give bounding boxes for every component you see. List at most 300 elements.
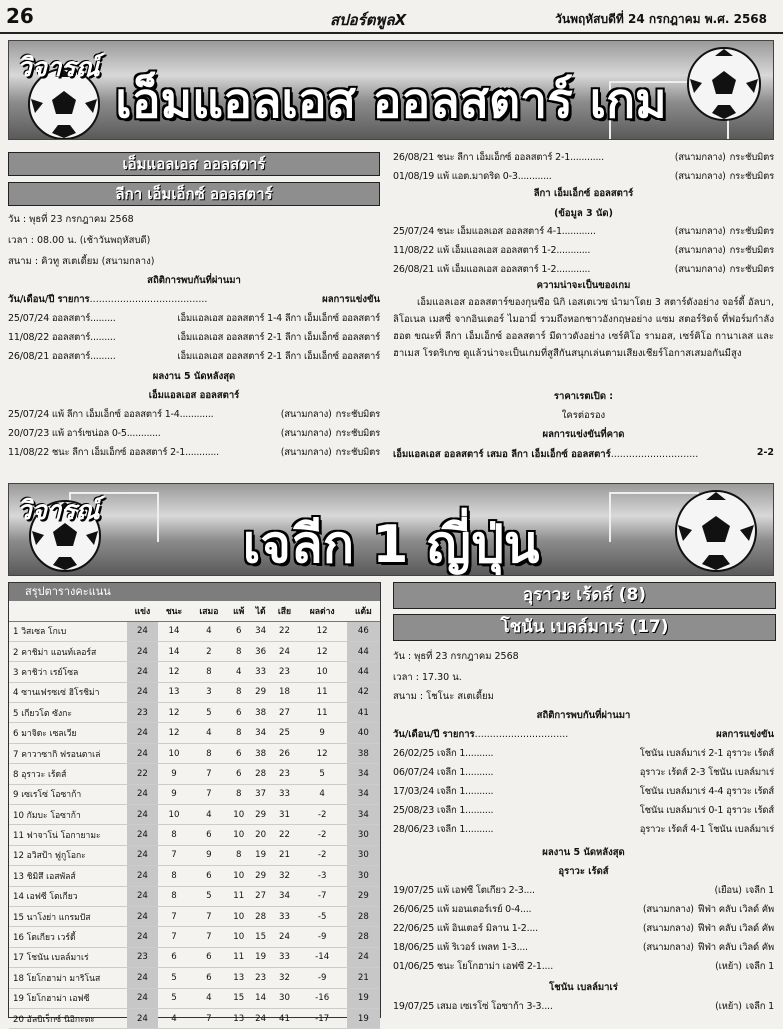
team-name: 14 เอฟซี โตเกียว — [9, 886, 127, 906]
stat-cell: 34 — [347, 784, 380, 804]
match-venue: (สนามกลาง) — [280, 409, 332, 420]
stat-cell: 13 — [228, 1008, 250, 1028]
banner-kicker: วิจารณ์ — [17, 496, 100, 526]
team-name: 13 ชิมิสึ เอสพัลส์ — [9, 866, 127, 886]
stat-cell: 26 — [271, 743, 297, 763]
table-row — [9, 845, 380, 865]
stat-cell: 12 — [158, 723, 190, 743]
stat-cell: 8 — [158, 886, 190, 906]
team-name: 7 คาวาซากิ ฟรอนตาเล่ — [9, 743, 127, 763]
stat-cell: 24 — [127, 866, 158, 886]
match-opponent: ชนะ โยโกฮาม่า เอฟซี — [436, 961, 524, 972]
stat-cell: 10 — [298, 662, 347, 682]
table-row — [9, 662, 380, 682]
match-date: 11/08/22 — [8, 447, 50, 458]
h2h-row: 28/06/23 เจลีก 1.......... อุราวะ เร้ดส์ 4-1 โชนัน เบลล์มาเร่ — [393, 824, 774, 835]
stat-cell: 6 — [228, 621, 250, 641]
team-name: 4 ซานเฟรซเซ่ ฮิโรชิม่า — [9, 682, 127, 702]
h2h-row: 17/03/24 เจลีก 1.......... โชนัน เบลล์มาเร่ 4-4 อุราวะ เร้ดส์ — [393, 786, 774, 797]
table-row — [9, 621, 380, 641]
table-row — [9, 825, 380, 845]
stat-cell: 9 — [158, 764, 190, 784]
stat-cell: 15 — [228, 988, 250, 1008]
match-date: 17/03/24 — [393, 786, 435, 797]
stat-cell: 6 — [190, 866, 228, 886]
competition: กระชับมิตร — [335, 428, 380, 439]
stat-cell: -14 — [298, 947, 347, 967]
stat-cell: 41 — [271, 1008, 297, 1028]
stat-cell: 6 — [190, 947, 228, 967]
team-name: 10 กัมบะ โอซาก้า — [9, 805, 127, 825]
stat-cell: -9 — [298, 968, 347, 988]
stat-cell: 24 — [127, 906, 158, 926]
page-header — [0, 0, 783, 34]
stat-cell: 28 — [347, 927, 380, 947]
stat-cell: 13 — [228, 968, 250, 988]
form-team2-name: โชนัน เบลล์มาเร่ — [549, 982, 618, 993]
match-date: 06/07/24 — [393, 767, 435, 778]
match-date: 25/07/24 — [8, 409, 50, 420]
stat-cell: 7 — [190, 764, 228, 784]
stat-cell: 24 — [127, 805, 158, 825]
team-name: 6 มาจิดะ เซลเวีย — [9, 723, 127, 743]
stat-cell: 24 — [127, 743, 158, 763]
stat-cell: 33 — [271, 784, 297, 804]
stat-cell: 8 — [228, 784, 250, 804]
table-row — [9, 886, 380, 906]
stat-cell: 8 — [228, 723, 250, 743]
stat-cell: 29 — [347, 886, 380, 906]
table-row — [9, 947, 380, 967]
form-row: 01/06/25 ชนะ โยโกฮาม่า เอฟซี 2-1.... เจลีก 1 (เหย้า) — [393, 961, 774, 972]
form-row: 01/08/19 แพ้ แอต.มาดริด 0-3............ กระชับมิตร (สนามกลาง) — [393, 171, 774, 182]
stat-cell: 24 — [271, 641, 297, 661]
stat-cell: 8 — [228, 641, 250, 661]
competition: ฟีฟ่า คลับ เวิลด์ คัพ — [697, 904, 774, 915]
stat-cell: -9 — [298, 927, 347, 947]
stat-cell: 33 — [271, 906, 297, 926]
stat-cell: 24 — [127, 886, 158, 906]
team-name: 9 เซเรโซ่ โอซาก้า — [9, 784, 127, 804]
stat-cell: 14 — [250, 988, 272, 1008]
match-date: 26/08/21 — [8, 351, 50, 362]
stat-cell: 24 — [271, 927, 297, 947]
stat-cell: 14 — [158, 641, 190, 661]
stat-cell: 4 — [190, 723, 228, 743]
stat-cell: 7 — [190, 1008, 228, 1028]
h2h-row: 26/08/21 ออลสตาร์......... เอ็มแอลเอส ออลสตาร์ 2-1 ลีกา เอ็มเอ็กซ์ ออลสตาร์ — [8, 351, 380, 362]
stat-cell: 12 — [158, 703, 190, 723]
competition: ฟีฟ่า คลับ เวิลด์ คัพ — [697, 923, 774, 934]
match-opponent: แพ้ อินเตอร์ มิลาน — [436, 923, 509, 934]
stat-cell: 34 — [347, 805, 380, 825]
stat-cell: 21 — [271, 845, 297, 865]
stat-cell: 6 — [228, 703, 250, 723]
stat-cell: 9 — [190, 845, 228, 865]
team-name: 15 นาโงย่า แกรมปัส — [9, 906, 127, 926]
form-row: 26/08/21 แพ้ เอ็มแอลเอส ออลสตาร์ 1-2............ กระชับมิตร (สนามกลาง) — [393, 264, 774, 275]
stat-cell: 10 — [228, 825, 250, 845]
stat-cell: 22 — [127, 764, 158, 784]
h2h-row: 06/07/24 เจลีก 1.......... อุราวะ เร้ดส์ 2-3 โชนัน เบลล์มาเร่ — [393, 767, 774, 778]
stat-cell: 31 — [271, 805, 297, 825]
match-score: 2-3 — [508, 885, 524, 896]
team-name: 12 อวิสป้า ฟูกูโอกะ — [9, 845, 127, 865]
team-name: 5 เกียวโต ซังกะ — [9, 703, 127, 723]
stat-cell: 4 — [298, 784, 347, 804]
stat-cell: 6 — [228, 764, 250, 784]
stat-cell: 36 — [250, 641, 272, 661]
stat-cell: 10 — [158, 743, 190, 763]
jleague-banner — [8, 483, 774, 576]
stat-cell: 7 — [190, 906, 228, 926]
stat-cell: 34 — [250, 621, 272, 641]
match-opponent: ชนะ ลีกา เอ็มเอ็กซ์ ออลสตาร์ — [436, 152, 553, 163]
competition: ออลสตาร์ — [51, 332, 91, 343]
match-result: เอ็มแอลเอส ออลสตาร์ 2-1 ลีกา เอ็มเอ็กซ์ ออลสตาร์ — [177, 351, 380, 362]
match-date: 11/08/22 — [393, 245, 435, 256]
stat-cell: 33 — [271, 947, 297, 967]
stat-cell: 30 — [271, 988, 297, 1008]
table-row — [9, 927, 380, 947]
table-row — [9, 1008, 380, 1028]
table-row — [9, 866, 380, 886]
team-name: 18 โยโกฮาม่า มาริโนส — [9, 968, 127, 988]
stat-cell: 40 — [347, 723, 380, 743]
stat-cell: 13 — [158, 682, 190, 702]
table-row — [9, 641, 380, 661]
stat-cell: 30 — [347, 845, 380, 865]
stat-cell: 24 — [127, 621, 158, 641]
match-result: โชนัน เบลล์มาเร่ 2-1 อุราวะ เร้ดส์ — [639, 748, 774, 759]
stat-cell: 11 — [298, 703, 347, 723]
stat-cell: 25 — [271, 723, 297, 743]
match-time: เวลา : 08.00 น. (เช้าวันพฤหัสบดี) — [8, 235, 151, 246]
competition: เจลีก 1 — [745, 961, 774, 972]
team-name: 16 โตเกียว เวร์ดี้ — [9, 927, 127, 947]
stat-cell: 28 — [250, 764, 272, 784]
match-opponent: แพ้ มอนเตอร์เรย์ — [436, 904, 503, 915]
stat-cell: 8 — [190, 662, 228, 682]
stat-cell: 23 — [250, 968, 272, 988]
match-result: เอ็มแอลเอส ออลสตาร์ 2-1 ลีกา เอ็มเอ็กซ์ ออลสตาร์ — [177, 332, 380, 343]
competition: กระชับมิตร — [729, 264, 774, 275]
stat-cell: 11 — [298, 682, 347, 702]
competition: กระชับมิตร — [729, 245, 774, 256]
stat-cell: 22 — [271, 621, 297, 641]
stat-cell: 6 — [158, 947, 190, 967]
stat-cell: 5 — [158, 988, 190, 1008]
mls-team2-strip: ลีกา เอ็มเอ็กซ์ ออลสตาร์ — [8, 182, 380, 206]
stat-cell: 28 — [347, 906, 380, 926]
stat-cell: 46 — [347, 621, 380, 641]
competition: เจลีก 1 — [436, 805, 466, 816]
banner-kicker: วิจารณ์ — [17, 53, 100, 83]
team-name: 19 โยโกฮาม่า เอฟซี — [9, 988, 127, 1008]
match-score: 1-2 — [511, 923, 527, 934]
match-opponent: แพ้ เอ็มแอลเอส ออลสตาร์ — [436, 245, 539, 256]
team-name: 1 วิสเซล โกเบ — [9, 621, 127, 641]
stat-cell: 29 — [250, 805, 272, 825]
form-team1-name: เอ็มแอลเอส ออลสตาร์ — [148, 390, 240, 401]
form-row: 25/07/24 ชนะ เอ็มแอลเอส ออลสตาร์ 4-1............ กระชับมิตร (สนามกลาง) — [393, 226, 774, 237]
stat-cell: 44 — [347, 641, 380, 661]
stat-cell: 5 — [190, 703, 228, 723]
match-result: เอ็มแอลเอส ออลสตาร์ 1-4 ลีกา เอ็มเอ็กซ์ ออลสตาร์ — [177, 313, 380, 324]
match-date: 01/08/19 — [393, 171, 435, 182]
stat-cell: 20 — [250, 825, 272, 845]
match-score: 4-1 — [546, 226, 562, 237]
match-opponent: แพ้ ลีกา เอ็มเอ็กซ์ ออลสตาร์ — [51, 409, 162, 420]
competition: เจลีก 1 — [436, 786, 466, 797]
stat-cell: 24 — [127, 845, 158, 865]
away-team-strip: โชนัน เบลล์มาเร่ (17) — [393, 614, 776, 641]
stat-cell: 24 — [127, 641, 158, 661]
match-date: 25/07/24 — [393, 226, 435, 237]
match-date: 18/06/25 — [393, 942, 435, 953]
match-date: 26/08/21 — [393, 264, 435, 275]
match-opponent: แพ้ เอ็มแอลเอส ออลสตาร์ — [436, 264, 539, 275]
table-row — [9, 805, 380, 825]
stat-cell: -2 — [298, 805, 347, 825]
match-score: 2-1 — [555, 152, 571, 163]
stat-cell: 24 — [347, 947, 380, 967]
stat-cell: 24 — [250, 1008, 272, 1028]
team-name: 2 คาชิม่า แอนท์เลอร์ส — [9, 641, 127, 661]
match-venue: สนาม : โชโนะ สเตเดี้ยม — [393, 691, 494, 702]
stat-cell: -17 — [298, 1008, 347, 1028]
h2h-header: วัน/เดือน/ปี รายการ............................... ผลการแข่งขัน — [393, 729, 774, 740]
form-title: ผลงาน 5 นัดหลังสุด — [542, 847, 625, 858]
stat-cell: 38 — [250, 743, 272, 763]
competition: เจลีก 1 — [436, 824, 466, 835]
form-team2-name: ลีกา เอ็มเอ็กซ์ ออลสตาร์ — [533, 188, 634, 199]
match-date: 26/02/25 — [393, 748, 435, 759]
match-opponent: ชนะ ลีกา เอ็มเอ็กซ์ ออลสตาร์ — [51, 447, 168, 458]
stat-cell: 44 — [347, 662, 380, 682]
stat-cell: 4 — [190, 988, 228, 1008]
stat-cell: 37 — [250, 784, 272, 804]
match-score: 0-4 — [505, 904, 521, 915]
match-venue: (สนามกลาง) — [674, 245, 726, 256]
stat-cell: 19 — [347, 1008, 380, 1028]
column-header: ผลต่าง — [298, 601, 347, 621]
match-venue: (สนามกลาง) — [642, 942, 694, 953]
match-date: 26/08/21 — [393, 152, 435, 163]
match-result: โชนัน เบลล์มาเร่ 0-1 อุราวะ เร้ดส์ — [639, 805, 774, 816]
form-row: 26/08/21 ชนะ ลีกา เอ็มเอ็กซ์ ออลสตาร์ 2-1............ กระชับมิตร (สนามกลาง) — [393, 152, 774, 163]
stat-cell: 24 — [127, 927, 158, 947]
form-row: 25/07/24 แพ้ ลีกา เอ็มเอ็กซ์ ออลสตาร์ 1-4............ กระชับมิตร (สนามกลาง) — [8, 409, 380, 420]
competition: เจลีก 1 — [745, 1001, 774, 1012]
form-title: ผลงาน 5 นัดหลังสุด — [152, 371, 236, 382]
stat-cell: 10 — [228, 927, 250, 947]
stat-cell: 24 — [127, 968, 158, 988]
stat-cell: 2 — [190, 641, 228, 661]
stat-cell: 34 — [347, 764, 380, 784]
stat-cell: 12 — [298, 641, 347, 661]
stat-cell: 18 — [271, 682, 297, 702]
stat-cell: 30 — [347, 825, 380, 845]
match-result: อุราวะ เร้ดส์ 2-3 โชนัน เบลล์มาเร่ — [639, 767, 774, 778]
match-date: 19/07/25 — [393, 885, 435, 896]
stat-cell: 19 — [250, 845, 272, 865]
competition: กระชับมิตร — [729, 152, 774, 163]
page-number: 26 — [6, 4, 34, 28]
form-row: 19/07/25 เสมอ เซเรโซ่ โอซาก้า 3-3.... เจลีก 1 (เหย้า) — [393, 1001, 774, 1012]
stat-cell: 32 — [271, 866, 297, 886]
stat-cell: 24 — [127, 723, 158, 743]
stat-cell: 8 — [190, 743, 228, 763]
stat-cell: 29 — [250, 682, 272, 702]
stat-cell: 7 — [190, 927, 228, 947]
form-row: 19/07/25 แพ้ เอฟซี โตเกียว 2-3.... เจลีก 1 (เยือน) — [393, 885, 774, 896]
match-date: 19/07/25 — [393, 1001, 435, 1012]
table-row — [9, 906, 380, 926]
column-header: แพ้ — [228, 601, 250, 621]
team-name: 11 ฟาจาโน่ โอกายามะ — [9, 825, 127, 845]
team-name: 17 โชนัน เบลล์มาเร่ — [9, 947, 127, 967]
stat-cell: 24 — [127, 825, 158, 845]
match-date: 22/06/25 — [393, 923, 435, 934]
team-name: 3 คาชิว่า เรย์โซล — [9, 662, 127, 682]
match-score: 0-3 — [502, 171, 518, 182]
competition: กระชับมิตร — [729, 226, 774, 237]
price-value: ใครต่อรอง — [561, 410, 606, 421]
stat-cell: 24 — [127, 662, 158, 682]
stat-cell: 6 — [190, 968, 228, 988]
stat-cell: 27 — [271, 703, 297, 723]
stat-cell: 33 — [250, 662, 272, 682]
stat-cell: 32 — [271, 968, 297, 988]
h2h-row: 26/02/25 เจลีก 1.......... โชนัน เบลล์มาเร่ 2-1 อุราวะ เร้ดส์ — [393, 748, 774, 759]
stat-cell: -3 — [298, 866, 347, 886]
table-row — [9, 988, 380, 1008]
table-row — [9, 703, 380, 723]
column-header: เสมอ — [190, 601, 228, 621]
stat-cell: 8 — [158, 825, 190, 845]
stat-cell: 10 — [158, 805, 190, 825]
stat-cell: 34 — [271, 886, 297, 906]
stat-cell: 30 — [347, 866, 380, 886]
match-venue: (สนามกลาง) — [642, 904, 694, 915]
stat-cell: 5 — [158, 968, 190, 988]
column-header: แต้ม — [347, 601, 380, 621]
match-venue: (สนามกลาง) — [642, 923, 694, 934]
match-result: อุราวะ เร้ดส์ 4-1 โชนัน เบลล์มาเร่ — [639, 824, 774, 835]
form-row: 11/08/22 แพ้ เอ็มแอลเอส ออลสตาร์ 1-2............ กระชับมิตร (สนามกลาง) — [393, 245, 774, 256]
standings-table — [8, 582, 381, 1025]
table-row — [9, 968, 380, 988]
stat-cell: 19 — [250, 947, 272, 967]
match-date: 25/07/24 — [8, 313, 50, 324]
stat-cell: 9 — [298, 723, 347, 743]
stat-cell: 14 — [158, 621, 190, 641]
form-team2-note: (ข้อมูล 3 นัด) — [554, 208, 613, 219]
competition: เจลีก 1 — [436, 748, 466, 759]
stat-cell: 38 — [250, 703, 272, 723]
match-opponent: แพ้ อาร์เซน่อล — [51, 428, 109, 439]
stat-cell: 4 — [228, 662, 250, 682]
h2h-row: 25/07/24 ออลสตาร์......... เอ็มแอลเอส ออลสตาร์ 1-4 ลีกา เอ็มเอ็กซ์ ออลสตาร์ — [8, 313, 380, 324]
stat-cell: 34 — [250, 723, 272, 743]
match-date: 28/06/23 — [393, 824, 435, 835]
stat-cell: 5 — [298, 764, 347, 784]
match-score: 3-3 — [526, 1001, 542, 1012]
banner-title: เจลีก 1 ญี่ปุ่น — [242, 515, 540, 575]
match-opponent: เสมอ เซเรโซ่ โอซาก้า — [436, 1001, 524, 1012]
match-date: 20/07/23 — [8, 428, 50, 439]
home-team-strip: อุราวะ เร้ดส์ (8) — [393, 582, 776, 609]
mls-banner — [8, 40, 774, 140]
predict-line: เอ็มแอลเอส ออลสตาร์ เสมอ ลีกา เอ็มเอ็กซ์ ออลสตาร์............................. 2-2 — [393, 447, 774, 460]
form-row: 18/06/25 แพ้ ริเวอร์ เพลท 1-3.... ฟีฟ่า คลับ เวิลด์ คัพ (สนามกลาง) — [393, 942, 774, 953]
match-opponent: แพ้ ริเวอร์ เพลท — [436, 942, 499, 953]
stat-cell: 12 — [298, 621, 347, 641]
match-venue: สนาม : คิวทู สเตเดี้ยม (สนามกลาง) — [8, 256, 155, 267]
match-score: 1-4 — [164, 409, 180, 420]
stat-cell: 42 — [347, 682, 380, 702]
stat-cell: 11 — [228, 947, 250, 967]
stat-cell: 22 — [271, 825, 297, 845]
form-row: 11/08/22 ชนะ ลีกา เอ็มเอ็กซ์ ออลสตาร์ 2-1............ กระชับมิตร (สนามกลาง) — [8, 447, 380, 458]
stat-cell: 7 — [158, 906, 190, 926]
match-time: เวลา : 17.30 น. — [393, 672, 462, 683]
table-row — [9, 764, 380, 784]
predict-title: ผลการแข่งขันที่คาด — [542, 429, 625, 440]
mls-team1-strip: เอ็มแอลเอส ออลสตาร์ — [8, 152, 380, 176]
match-opponent: ชนะ เอ็มแอลเอส ออลสตาร์ — [436, 226, 545, 237]
match-score: 1-2 — [541, 264, 557, 275]
match-day: วัน : พุธที่ 23 กรกฎาคม 2568 — [8, 214, 134, 225]
match-venue: (สนามกลาง) — [280, 428, 332, 439]
column-header: ได้ — [250, 601, 272, 621]
competition: กระชับมิตร — [729, 171, 774, 182]
match-score: 1-3 — [501, 942, 517, 953]
competition: เจลีก 1 — [745, 885, 774, 896]
preview-title: ความน่าจะเป็นของเกม — [536, 280, 631, 291]
competition: ฟีฟ่า คลับ เวิลด์ คัพ — [697, 942, 774, 953]
table-row — [9, 682, 380, 702]
match-venue: (สนามกลาง) — [674, 226, 726, 237]
form-team1-name: อุราวะ เร้ดส์ — [558, 866, 609, 877]
match-date: 01/06/25 — [393, 961, 435, 972]
stat-cell: 4 — [158, 1008, 190, 1028]
stat-cell: 15 — [250, 927, 272, 947]
stat-cell: -2 — [298, 825, 347, 845]
match-date: 25/08/23 — [393, 805, 435, 816]
stat-cell: 24 — [127, 988, 158, 1008]
match-score: 2-1 — [170, 447, 186, 458]
match-venue: (สนามกลาง) — [674, 264, 726, 275]
stat-cell: 10 — [228, 805, 250, 825]
match-venue: (สนามกลาง) — [674, 171, 726, 182]
price-title: ราคาเรตเปิด : — [553, 391, 614, 402]
stat-cell: 7 — [190, 784, 228, 804]
standings-caption: สรุปตารางคะแนน — [9, 583, 380, 601]
match-score: 2-1 — [526, 961, 542, 972]
competition: ออลสตาร์ — [51, 313, 91, 324]
stat-cell: 12 — [158, 662, 190, 682]
brand-logo: สปอร์ตพูลX — [330, 11, 407, 29]
stat-cell: 27 — [250, 886, 272, 906]
table-row — [9, 743, 380, 763]
stat-cell: 23 — [127, 703, 158, 723]
h2h-title: สถิติการพบกันที่ผ่านมา — [147, 275, 241, 286]
stat-cell: 7 — [158, 845, 190, 865]
stat-cell: 10 — [228, 866, 250, 886]
stat-cell: 4 — [190, 805, 228, 825]
